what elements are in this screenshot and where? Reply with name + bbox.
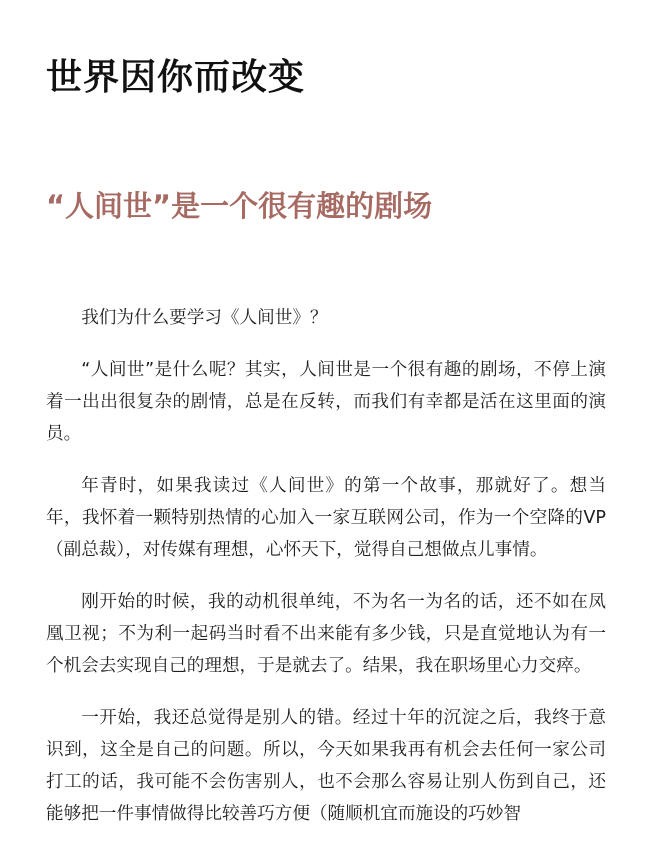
paragraph: 年青时，如果我读过《人间世》的第一个故事，那就好了。想当年，我怀着一颗特别热情的心加入一家互联网公司，作为一个空降的VP（副总裁），对传媒有理想，心怀天下，觉得自己想做点儿事情。 bbox=[46, 476, 606, 560]
section-title: “人间世”是一个很有趣的剧场 bbox=[46, 189, 433, 223]
paragraph: 刚开始的时候，我的动机很单纯，不为名一为名的话，还不如在凤凰卫视；不为利一起码当时看不出来能有多少钱，只是直觉地认为有一个机会去实现自己的理想，于是就去了。结果，我在职场里心力交瘁。 bbox=[46, 592, 606, 676]
paragraph: “人间世”是什么呢？其实，人间世是一个很有趣的剧场，不停上演着一出出很复杂的剧情，总是在反转，而我们有幸都是活在这里面的演员。 bbox=[46, 360, 606, 444]
paragraph: 一开始，我还总觉得是别人的错。经过十年的沉淀之后，我终于意识到，这全是自己的问题。所以，今天如果我再有机会去任何一家公司打工的话，我可能不会伤害别人，也不会那么容易让别人伤到自己，还能够把一件事情做得比较善巧方便（随顺机宜而施设的巧妙智 bbox=[46, 708, 606, 824]
chapter-title: 世界因你而改变 bbox=[46, 57, 306, 98]
body-text bbox=[46, 302, 606, 850]
paragraph: 我们为什么要学习《人间世》？ bbox=[81, 308, 328, 328]
